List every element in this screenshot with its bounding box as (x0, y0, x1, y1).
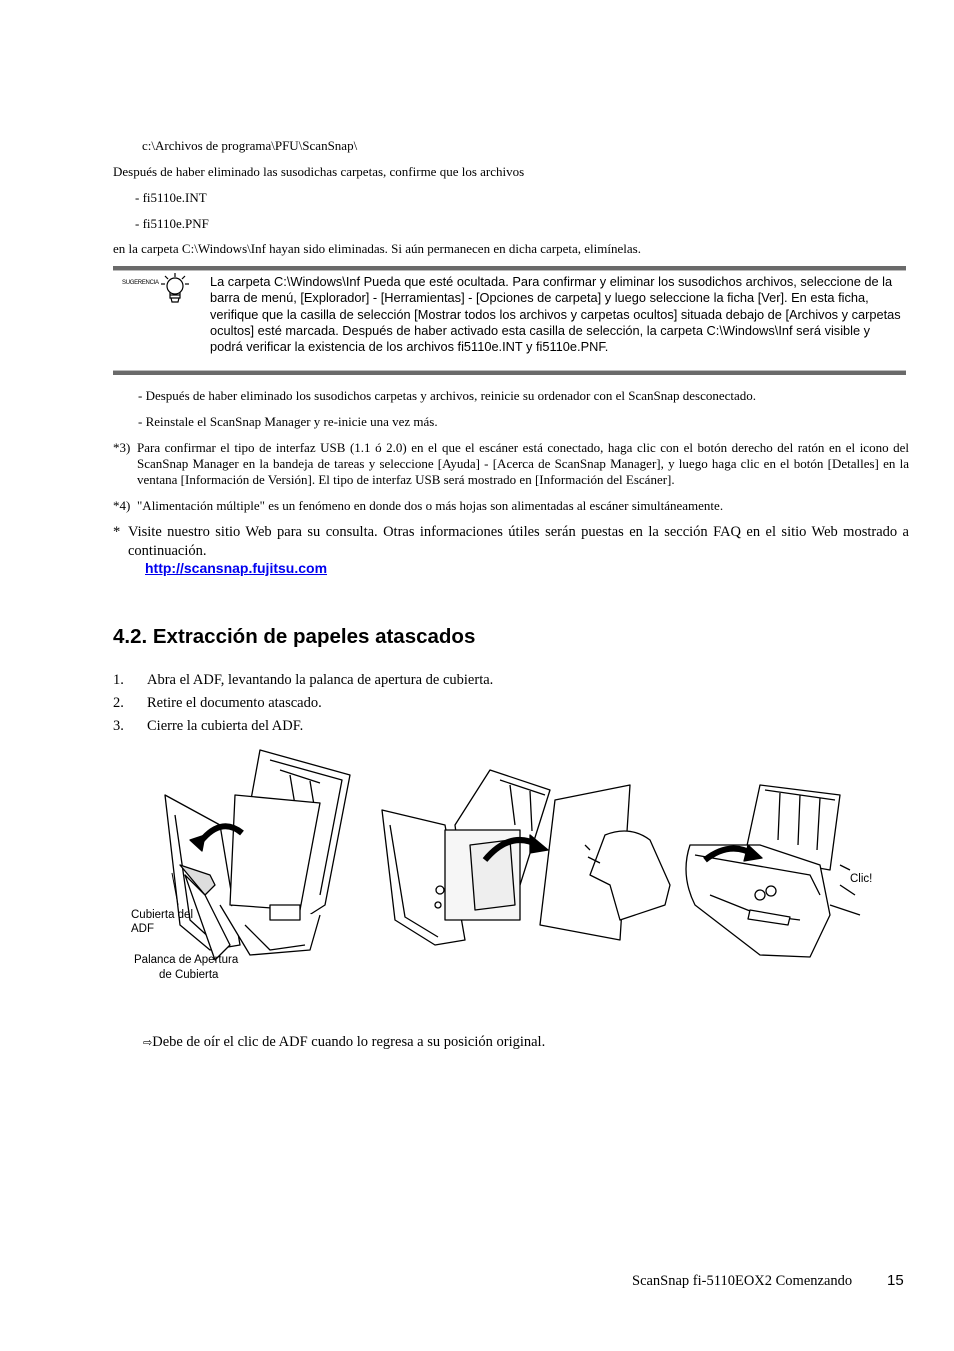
after-step: - Después de haber eliminado los susodichos carpetas y archivos, reinicie su ordenador con el ScanSnap desconectado. (138, 388, 757, 403)
after-step: - Reinstale el ScanSnap Manager y re-inicie una vez más. (138, 414, 438, 429)
step-text: Retire el documento atascado. (147, 695, 322, 711)
tip-bottom-rule (113, 370, 906, 375)
step-number: 2. (113, 695, 124, 711)
website-link[interactable]: http://scansnap.fujitsu.com (145, 560, 328, 576)
note-marker: *4) (113, 498, 131, 513)
footer-title: ScanSnap fi-5110EOX2 Comenzando (632, 1273, 853, 1289)
step-number: 1. (113, 672, 124, 688)
scanner-closed-illustration (686, 785, 860, 957)
step-text: Cierre la cubierta del ADF. (147, 718, 304, 734)
tip-box (113, 266, 906, 376)
tip-text: La carpeta C:\Windows\Inf Pueda que esté ocultada. Para confirmar y eliminar los susodichos archivos, seleccione de la barra de menú, [Explorador] - [Herramientas] - [Opciones de carpeta] y luego seleccione la ficha [Ver]. En esta ficha, verifique que la casilla de selección [Mostrar todos los archivos y carpetas ocultos] situada debajo de [Archivos y carpetas ocultos] esté marcada. Después de haber activado esta casilla de selección, la carpeta C:\Windows\Inf será visible y podrá verificar la existencia de los archivos fi5110e.INT y fi5110e.PNF. (210, 274, 901, 355)
file-item: - fi5110e.INT (135, 190, 207, 205)
label-cover-line2: ADF (131, 923, 154, 935)
after-delete-text: Después de haber eliminado las susodichas carpetas, confirme que los archivos (113, 164, 525, 179)
note-marker: *3) (113, 440, 131, 455)
visit-text: Visite nuestro sitio Web para su consulta. Otras informaciones útiles serán puestas en la sección FAQ en el sitio Web mostrado a continuación. (128, 524, 909, 559)
label-lever-line2: de Cubierta (159, 969, 219, 981)
step-text: Abra el ADF, levantando la palanca de apertura de cubierta. (147, 672, 494, 688)
result-text: Debe de oír el clic de ADF cuando lo regresa a su posición original. (152, 1034, 546, 1050)
inf-line: en la carpeta C:\Windows\Inf hayan sido eliminadas. Si aún permanecen en dicha carpeta, elimínelas. (113, 241, 641, 256)
step-number: 3. (113, 718, 124, 734)
scanner-remove-illustration (382, 770, 670, 945)
file-item: - fi5110e.PNF (135, 216, 209, 231)
note-3-text: Para confirmar el tipo de interfaz USB (1.1 ó 2.0) en el que el escáner está conectado, haga clic con el botón derecho del ratón en el icono del ScanSnap Manager en la bandeja de tareas y seleccione [Ayuda] - [Acerca de ScanSnap Manager], y luego haga clic en el botón [Detalles] en la ventana [Información de Versión]. El tipo de interfaz USB será mostrado en [Información del Escáner]. (137, 440, 909, 487)
path-line: c:\Archivos de programa\PFU\ScanSnap\ (142, 138, 358, 153)
visit-marker: * (113, 524, 121, 540)
page-number: 15 (887, 1272, 904, 1289)
label-cover: Cubierta del (131, 909, 194, 921)
result-arrow-icon: ⇨ (143, 1036, 153, 1049)
tip-top-rule (113, 266, 906, 271)
label-click: Clic! (850, 873, 873, 885)
tip-label: SUGERENCIA (122, 280, 159, 286)
lightbulb-icon (160, 272, 190, 306)
scanner-open-illustration (165, 750, 350, 960)
section-title: 4.2. Extracción de papeles atascados (113, 625, 476, 648)
label-lever: Palanca de Apertura (134, 954, 239, 966)
note-4-text: "Alimentación múltiple" es un fenómeno en donde dos o más hojas son alimentadas al escáner simultáneamente. (137, 498, 724, 513)
result-line (143, 1033, 545, 1052)
